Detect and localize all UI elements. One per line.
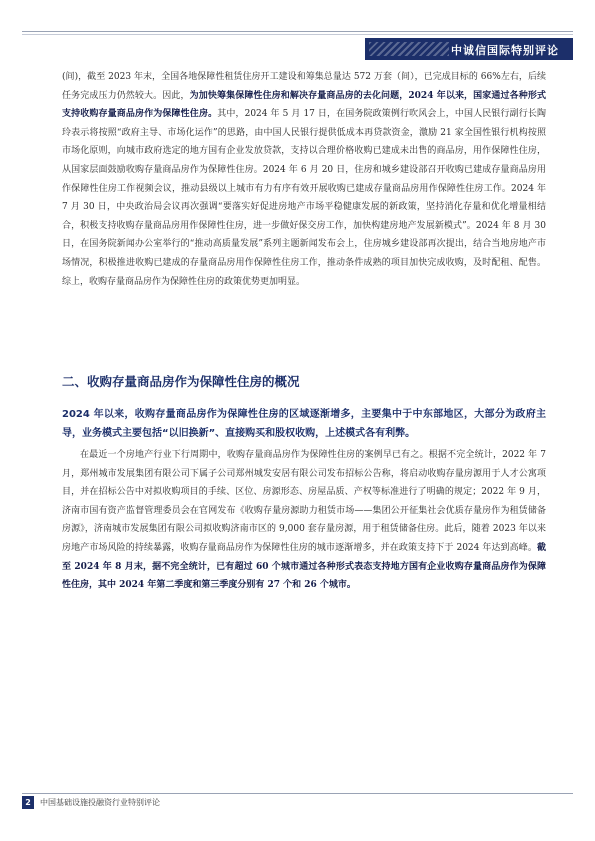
header-banner (365, 38, 573, 60)
para1-text-a: (间)，截至 2023 年末，全国各地保障性租赁住房开工建设和筹集总量达 572 万套（间），已完成目标的 66%左右，后续任务完成压力仍然较大。因此， (62, 72, 546, 101)
para1-emphasis: 为加快筹集保障性住房和解决存量商品房的去化问题，2024 年以来，国家通过各种形式支持收购存量商品房作为保障性住房。 (62, 90, 546, 120)
footer-rule (22, 793, 573, 794)
body-paragraph-1 (62, 68, 546, 291)
header-rule (22, 31, 573, 32)
para1-text-c: 其中，2024 年 5 月 17 日，在国务院政策例行吹风会上，中国人民银行副行长陶玲表示将按照“政府主导、市场化运作”的思路，由中国人民银行提供低成本再贷款资金，激励 21 家全国性银行机构按照市场化原则，向城市政府选定的地方国有企业发放贷款，支持以合理价格收购已建成未出售的商品房，用作保障性住房，从国家层面鼓励收购存量商品房作为保障性住房。2024 年 6 月 20 日，住房和城乡建设部召开收购已建成存量商品房用作保障性住房工作视频会议，推动县级以上城市有力有序有效开展收购已建成存量商品房用作保障性住房工作。2024 年 7 月 30 日，中央政治局会议再次强调“要落实好促进房地产市场平稳健康发展的新政策，坚持消化存量和优化增量相结合，积极支持收购存量商品房用作保障性住房，进一步做好保交房工作，加快构建房地产发展新模式”。2024 年 8 月 30 日，在国务院新闻办公室举行的“推动高质量发展”系列主题新闻发布会上，住房城乡建设部再次提出，结合当地房地产市场情况，积极推进收购已建成的存量商品房用作保障性住房工作，推动条件成熟的项目加快完成收购，及时配租、配售。综上，收购存量商品房作为保障性住房的政策优势更加明显。 (62, 109, 546, 287)
section-heading: 二、收购存量商品房作为保障性住房的概况 (62, 374, 300, 389)
footer-title: 中国基础设施投融资行业特别评论 (40, 798, 160, 807)
body-paragraph-2 (62, 446, 546, 595)
section-summary-highlight: 2024 年以来，收购存量商品房作为保障性住房的区域逐渐增多，主要集中于中东部地区，大部分为政府主导，业务模式主要包括“以旧换新”、直接购买和股权收购，上述模式各有利弊。 (62, 409, 546, 439)
header-rule-secondary (22, 34, 573, 35)
para2-emphasis: 截至 2024 年 8 月末，据不完全统计，已有超过 60 个城市通过各种形式表态支持地方国有企业收购存量商品房作为保障性住房，其中 2024 年第二季度和第三季度分别有 27 个和 26 个城市。 (62, 542, 546, 591)
banner-stripe-pattern (369, 42, 449, 56)
report-series-title: 中诚信国际特别评论 (451, 44, 559, 57)
page-number: 2 (22, 796, 34, 809)
para2-text-a: 在最近一个房地产行业下行周期中，收购存量商品房作为保障性住房的案例早已有之。根据不完全统计，2022 年 7 月，郑州城市发展集团有限公司下属子公司郑州城发安居有限公司发布招标公告称，将启动收购存量房源用于人才公寓项目，并在招标公告中对拟收购项目的手续、区位、房源形态、房屋品质、产权等标准进行了明确的规定；2022 年 9 月，济南市国有资产监督管理委员会在官网发布《收购存量房源助力租赁市场——集团公开征集社会优质存量房作为租赁储备房源》，济南城市发展集团有限公司拟收购济南市区的 9,000 套存量房源，用于租赁储备住房。此后，随着 2023 年以来房地产市场风险的持续暴露，收购存量商品房作为保障性住房的城市逐渐增多，并在政策支持下于 2024 年达到高峰。 (62, 450, 546, 553)
